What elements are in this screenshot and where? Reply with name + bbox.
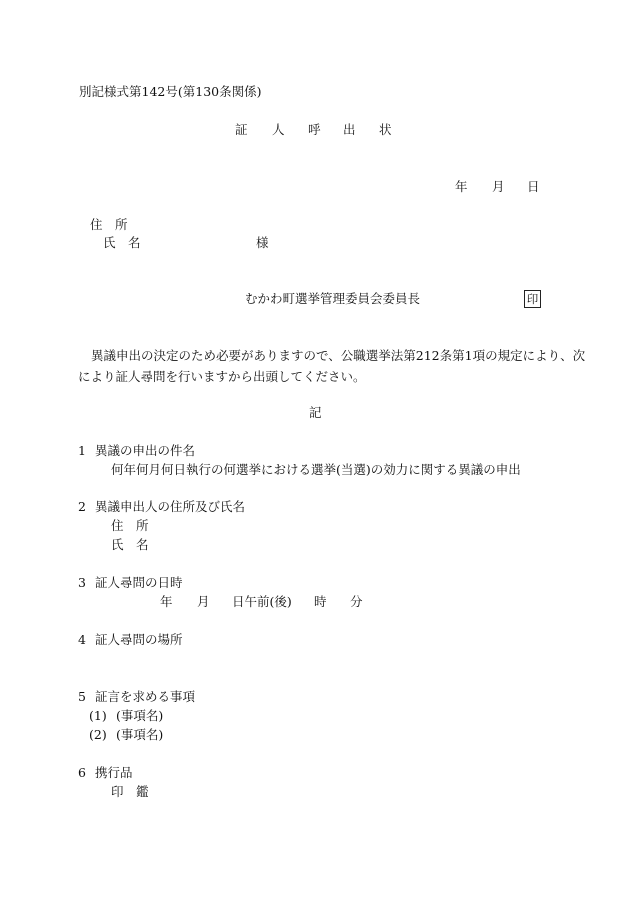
sub-item-number: (2)	[89, 727, 107, 742]
ki-heading: 記	[309, 405, 322, 420]
item-number: 2	[78, 499, 86, 514]
body-line-1: 異議申出の決定のため必要がありますので、公職選挙法第212条第1項の規定により、次	[91, 348, 586, 363]
sub-item-text: (事項名)	[116, 708, 164, 723]
item-number: 3	[78, 575, 86, 590]
title-char: 状	[379, 122, 392, 137]
datetime-month: 月	[197, 594, 210, 609]
datetime-day: 日午前(後)	[232, 594, 292, 609]
datetime-hour: 時	[314, 594, 327, 609]
item-title: 携行品	[95, 765, 133, 780]
sub-item-text: (事項名)	[116, 727, 164, 742]
datetime-year: 年	[160, 594, 173, 609]
item-title: 証言を求める事項	[95, 689, 196, 704]
sub-item-number: (1)	[89, 708, 107, 723]
seal-mark: 印	[524, 290, 541, 308]
date-year: 年	[455, 179, 468, 194]
issuer-title: むかわ町選挙管理委員会委員長	[245, 291, 421, 306]
item-number: 4	[78, 632, 86, 647]
datetime-minute: 分	[350, 594, 363, 609]
item-address-label: 住 所	[111, 518, 149, 533]
title-char: 出	[343, 122, 356, 137]
date-day: 日	[527, 179, 540, 194]
item-number: 5	[78, 689, 86, 704]
item-detail: 何年何月何日執行の何選挙における選挙(当選)の効力に関する異議の申出	[111, 462, 521, 477]
recipient-honorific: 様	[256, 235, 269, 250]
item-detail: 印 鑑	[111, 784, 149, 799]
title-char: 人	[272, 122, 285, 137]
item-title: 異議の申出の件名	[95, 443, 196, 458]
title-char: 呼	[308, 122, 321, 137]
item-title: 証人尋問の日時	[95, 575, 183, 590]
date-month: 月	[492, 179, 505, 194]
title-char: 証	[235, 122, 248, 137]
item-number: 6	[78, 765, 86, 780]
item-title: 異議申出人の住所及び氏名	[95, 499, 246, 514]
recipient-address-label: 住 所	[90, 217, 128, 232]
item-number: 1	[78, 443, 86, 458]
recipient-name-label: 氏 名	[103, 235, 141, 250]
body-line-2: により証人尋問を行いますから出頭してください。	[78, 369, 366, 384]
item-name-label: 氏 名	[111, 537, 149, 552]
form-number: 別記様式第142号(第130条関係)	[79, 84, 262, 99]
item-title: 証人尋問の場所	[95, 632, 183, 647]
